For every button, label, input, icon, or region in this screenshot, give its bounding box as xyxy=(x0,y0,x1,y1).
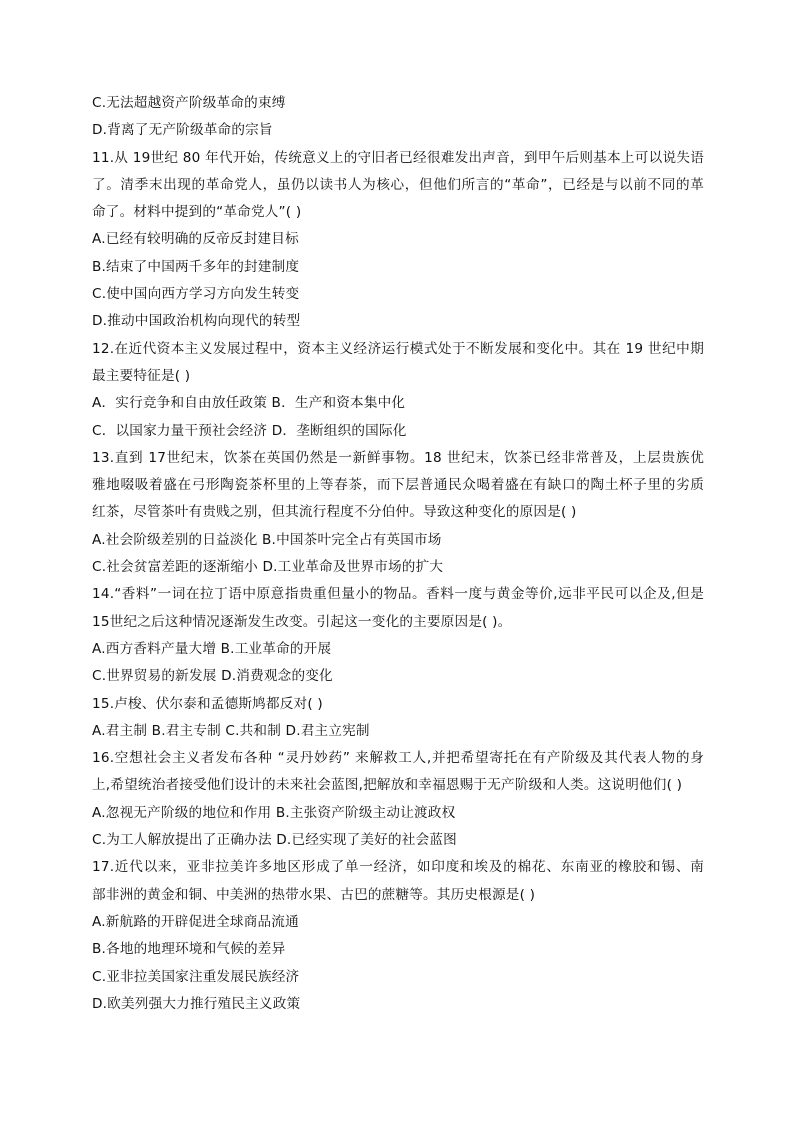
option-line: A.新航路的开辟促进全球商品流通 xyxy=(92,913,299,930)
question-stem-line: 最主要特征是( ) xyxy=(92,367,191,384)
option-line: C.无法超越资产阶级革命的束缚 xyxy=(92,95,286,111)
question-stem-line: 红茶，尽管茶叶有贵贱之别，但其流行程度不分伯仲。导致这种变化的原因是( ) xyxy=(92,504,577,521)
option-line: C.社会贫富差距的逐渐缩小 D.工业革命及世界市场的扩大 xyxy=(92,559,444,576)
option-line: A．实行竞争和自由放任政策 B．生产和资本集中化 xyxy=(92,395,406,412)
question-stem-line: 16.空想社会主义者发布各种 “灵丹妙药” 来解救工人,并把希望寄托在有产阶级及其代表人物的身 xyxy=(92,750,704,767)
question-stem-line: 命了。材料中提到的“革命党人”( ) xyxy=(92,204,302,221)
question-stem-line: 11.从 19世纪 80 年代开始，传统意义上的守旧者已经很难发出声音，到甲午后则基本上可以说失语 xyxy=(92,149,704,166)
option-line: A.忽视无产阶级的地位和作用 B.主张资产阶级主动让渡政权 xyxy=(92,804,456,821)
exam-page xyxy=(92,90,704,1018)
option-line: A.君主制 B.君主专制 C.共和制 D.君主立宪制 xyxy=(92,722,370,739)
question-stem-line: 13.直到 17世纪末，饮茶在英国仍然是一新鲜事物。18 世纪末，饮茶已经非常普及，上层贵族优 xyxy=(92,449,704,466)
option-line: C．以国家力量干预社会经济 D．垄断组织的国际化 xyxy=(92,422,407,439)
option-line: D.推动中国政治机构向现代的转型 xyxy=(92,313,301,330)
question-stem-line: 12.在近代资本主义发展过程中，资本主义经济运行模式处于不断发展和变化中。其在 19 世纪中期 xyxy=(92,340,704,357)
option-line: C.使中国向西方学习方向发生转变 xyxy=(92,286,300,303)
option-line: A.已经有较明确的反帝反封建目标 xyxy=(92,231,299,248)
option-line: C.世界贸易的新发展 D.消费观念的变化 xyxy=(92,668,333,685)
question-stem-line: 17.近代以来，亚非拉美许多地区形成了单一经济，如印度和埃及的棉花、东南亚的橡胶和锡、南 xyxy=(92,859,704,876)
question-stem-line: 了。清季末出现的革命党人，虽仍以读书人为核心，但他们所言的“革命”，已经是与以前不同的革 xyxy=(92,176,704,193)
question-stem-line: 15.卢梭、伏尔泰和孟德斯鸠都反对( ) xyxy=(92,695,323,712)
question-stem-line: 14.“香料”一词在拉丁语中原意指贵重但量小的物品。香料一度与黄金等价,远非平民可以企及,但是 xyxy=(92,586,704,603)
option-line: D.欧美列强大力推行殖民主义政策 xyxy=(92,995,301,1012)
question-stem-line: 部非洲的黄金和铜、中美洲的热带水果、古巴的蔗糖等。其历史根源是( ) xyxy=(92,886,536,903)
option-line: A.社会阶级差别的日益淡化 B.中国茶叶完全占有英国市场 xyxy=(92,531,442,548)
option-line: C.为工人解放提出了正确办法 D.已经实现了美好的社会蓝图 xyxy=(92,832,457,849)
option-line: B.各地的地理环境和气候的差异 xyxy=(92,941,286,958)
option-line: C.亚非拉美国家注重发展民族经济 xyxy=(92,968,300,985)
option-line: D.背离了无产阶级革命的宗旨 xyxy=(92,122,273,139)
question-stem-line: 上,希望统治者接受他们设计的未来社会蓝图,把解放和幸福恩赐于无产阶级和人类。这说明他们( ) xyxy=(92,777,683,794)
question-stem-line: 雅地啜吸着盛在弓形陶瓷茶杯里的上等春茶，而下层普通民众喝着盛在有缺口的陶土杯子里的劣质 xyxy=(92,477,704,494)
question-stem-line: 15世纪之后这种情况逐渐发生改变。引起这一变化的主要原因是( )。 xyxy=(92,613,512,630)
option-line: A.西方香料产量大增 B.工业革命的开展 xyxy=(92,640,332,657)
option-line: B.结束了中国两千多年的封建制度 xyxy=(92,258,300,275)
